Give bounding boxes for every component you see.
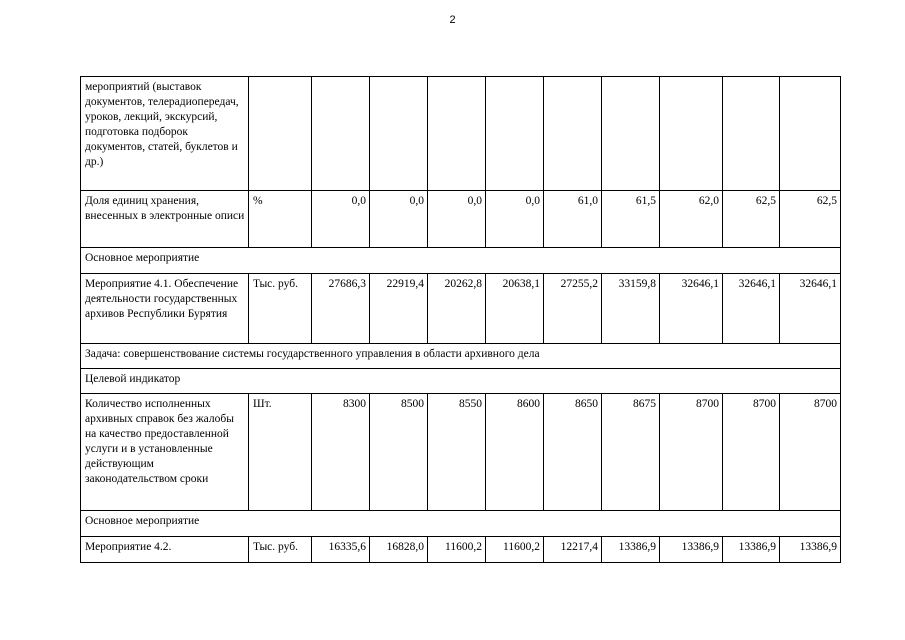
value-cell: 20638,1 (486, 274, 544, 344)
value-cell: 8600 (486, 394, 544, 511)
value-cell: 13386,9 (660, 537, 723, 563)
value-cell: 0,0 (312, 191, 370, 248)
row-name-cell: Количество исполненных архивных справок без жалобы на качество предоставленной услуги и в установленные действующим законодательством сроки (81, 394, 249, 511)
value-cell (723, 77, 780, 191)
value-cell: 32646,1 (780, 274, 841, 344)
section-row (81, 248, 841, 274)
value-cell (370, 77, 428, 191)
section-label: Целевой индикатор (81, 369, 841, 394)
section-label: Основное мероприятие (81, 511, 841, 537)
value-cell: 32646,1 (660, 274, 723, 344)
unit-cell: Шт. (249, 394, 312, 511)
value-cell: 8500 (370, 394, 428, 511)
value-cell: 33159,8 (602, 274, 660, 344)
value-cell (486, 77, 544, 191)
value-cell: 11600,2 (486, 537, 544, 563)
value-cell (312, 77, 370, 191)
value-cell: 11600,2 (428, 537, 486, 563)
row-name-cell: мероприятий (выставок документов, телерадиопередач, уроков, лекций, экскурсий, подготовка подборок документов, статей, буклетов и др.) (81, 77, 249, 191)
unit-cell: Тыс. руб. (249, 274, 312, 344)
page-number: 2 (449, 14, 456, 26)
unit-cell: Тыс. руб. (249, 537, 312, 563)
table-row (81, 191, 841, 248)
section-row (81, 369, 841, 394)
value-cell: 16828,0 (370, 537, 428, 563)
value-cell: 13386,9 (602, 537, 660, 563)
value-cell: 8550 (428, 394, 486, 511)
value-cell: 8700 (723, 394, 780, 511)
value-cell (428, 77, 486, 191)
value-cell: 32646,1 (723, 274, 780, 344)
value-cell: 0,0 (370, 191, 428, 248)
table-row (81, 537, 841, 563)
value-cell: 27686,3 (312, 274, 370, 344)
table-row (81, 274, 841, 344)
value-cell: 8675 (602, 394, 660, 511)
value-cell (780, 77, 841, 191)
value-cell: 61,5 (602, 191, 660, 248)
row-name-cell: Мероприятие 4.1. Обеспечение деятельности государственных архивов Республики Бурятия (81, 274, 249, 344)
value-cell: 12217,4 (544, 537, 602, 563)
value-cell: 62,5 (780, 191, 841, 248)
value-cell (660, 77, 723, 191)
indicators-table (80, 76, 841, 563)
section-label: Задача: совершенствование системы государственного управления в области архивного дела (81, 344, 841, 369)
section-row (81, 344, 841, 369)
row-name-cell: Мероприятие 4.2. (81, 537, 249, 563)
value-cell (602, 77, 660, 191)
value-cell: 27255,2 (544, 274, 602, 344)
section-row (81, 511, 841, 537)
value-cell: 61,0 (544, 191, 602, 248)
value-cell: 8700 (780, 394, 841, 511)
value-cell: 8700 (660, 394, 723, 511)
section-label: Основное мероприятие (81, 248, 841, 274)
value-cell: 13386,9 (780, 537, 841, 563)
value-cell: 8300 (312, 394, 370, 511)
value-cell: 20262,8 (428, 274, 486, 344)
value-cell: 62,5 (723, 191, 780, 248)
value-cell: 62,0 (660, 191, 723, 248)
unit-cell: % (249, 191, 312, 248)
value-cell (544, 77, 602, 191)
value-cell: 0,0 (486, 191, 544, 248)
row-name-cell: Доля единиц хранения, внесенных в электронные описи (81, 191, 249, 248)
value-cell: 22919,4 (370, 274, 428, 344)
value-cell: 13386,9 (723, 537, 780, 563)
table-row (81, 394, 841, 511)
value-cell: 16335,6 (312, 537, 370, 563)
value-cell: 8650 (544, 394, 602, 511)
unit-cell (249, 77, 312, 191)
value-cell: 0,0 (428, 191, 486, 248)
table-row (81, 77, 841, 191)
